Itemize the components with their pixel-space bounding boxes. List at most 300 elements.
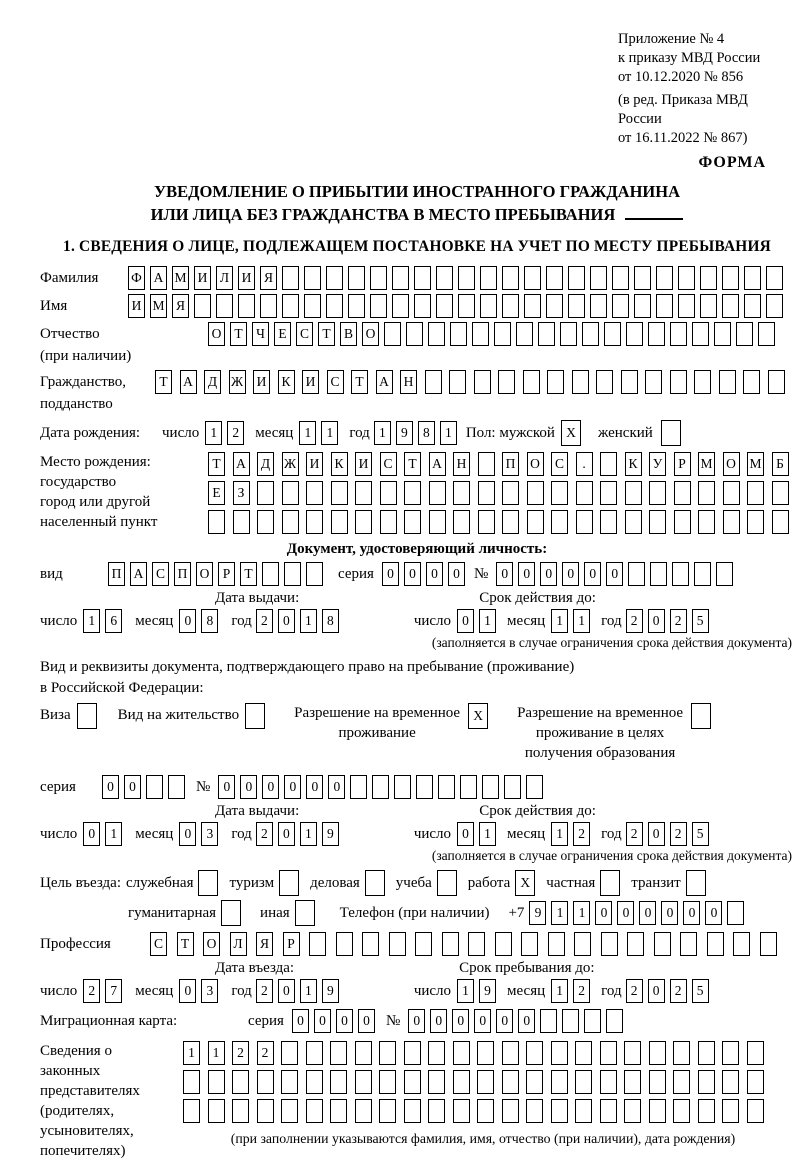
char-cell xyxy=(453,1041,470,1065)
char-cell xyxy=(661,420,681,446)
identity-valid-day xyxy=(457,609,501,633)
char-cell xyxy=(216,294,233,318)
char-cell: О xyxy=(723,452,740,476)
char-cell xyxy=(429,510,446,534)
given-name-row xyxy=(40,294,794,318)
issue-date-heading: Дата выдачи: xyxy=(215,590,300,606)
char-cell xyxy=(414,266,431,290)
birth-date-row xyxy=(40,420,794,446)
edu-permit-label xyxy=(517,703,683,763)
char-cell: 2 xyxy=(670,979,687,1003)
char-cell xyxy=(628,562,645,586)
char-cell: О xyxy=(196,562,213,586)
char-cell xyxy=(582,322,599,346)
char-cell: 2 xyxy=(232,1041,249,1065)
appendix-line-2: к приказу МВД России xyxy=(618,50,761,66)
char-cell xyxy=(714,322,731,346)
char-cell xyxy=(551,481,568,505)
char-cell xyxy=(453,1099,470,1123)
char-cell: Н xyxy=(453,452,470,476)
char-cell: З xyxy=(233,481,250,505)
char-cell xyxy=(576,481,593,505)
char-cell: О xyxy=(208,322,225,346)
char-cell xyxy=(698,1070,715,1094)
char-cell xyxy=(330,1070,347,1094)
char-cell: 0 xyxy=(648,822,665,846)
char-cell: 0 xyxy=(448,562,465,586)
male-checkbox xyxy=(561,420,586,446)
char-cell: 1 xyxy=(300,979,317,1003)
temp-permit-label-line2: проживание xyxy=(338,725,416,741)
char-cell: Ф xyxy=(128,266,145,290)
temp-permit-checkbox xyxy=(468,703,493,729)
char-cell xyxy=(590,294,607,318)
char-cell: 9 xyxy=(322,979,339,1003)
char-cell: 0 xyxy=(648,979,665,1003)
char-cell: 0 xyxy=(124,775,141,799)
char-cell xyxy=(502,1099,519,1123)
phone-label: Телефон (при наличии) xyxy=(339,904,490,921)
identity-valid-month xyxy=(551,609,595,633)
patronymic-label-line1: Отчество xyxy=(40,326,100,342)
char-cell: 2 xyxy=(256,822,273,846)
char-cell: Ч xyxy=(252,322,269,346)
char-cell xyxy=(282,481,299,505)
char-cell xyxy=(744,266,761,290)
char-cell: 9 xyxy=(529,901,546,925)
representatives-label xyxy=(40,1041,183,1161)
representatives-label-line3: представителях xyxy=(40,1083,140,1099)
char-cell xyxy=(650,562,667,586)
char-cell: 1 xyxy=(457,979,474,1003)
representatives-label-line5: усыновителях, xyxy=(40,1123,134,1139)
birth-date-label: Дата рождения: xyxy=(40,425,141,441)
char-cell xyxy=(600,510,617,534)
char-cell: И xyxy=(128,294,145,318)
purpose-official-checkbox xyxy=(198,870,223,896)
char-cell: 1 xyxy=(299,421,316,445)
char-cell xyxy=(673,1070,690,1094)
char-cell xyxy=(733,932,750,956)
char-cell xyxy=(389,932,406,956)
char-cell xyxy=(379,1099,396,1123)
entry-date-headings xyxy=(40,960,794,977)
char-cell: И xyxy=(194,266,211,290)
char-cell xyxy=(183,1070,200,1094)
temp-permit-label-line1: Разрешение на временное xyxy=(294,705,461,721)
char-cell: 0 xyxy=(540,562,557,586)
temp-permit-option xyxy=(294,703,493,743)
char-cell xyxy=(758,322,775,346)
char-cell xyxy=(404,1099,421,1123)
char-cell xyxy=(306,510,323,534)
char-cell: Е xyxy=(274,322,291,346)
char-cell: И xyxy=(253,370,270,394)
female-checkbox xyxy=(661,420,686,446)
char-cell: 0 xyxy=(584,562,601,586)
purpose-option-label: гуманитарная xyxy=(128,904,217,921)
char-cell xyxy=(743,370,760,394)
char-cell xyxy=(540,1009,557,1033)
char-cell: 1 xyxy=(83,609,100,633)
char-cell xyxy=(723,481,740,505)
birth-day-boxes xyxy=(205,421,249,445)
purpose-other-checkbox xyxy=(295,900,320,926)
char-cell xyxy=(428,1099,445,1123)
form-label: ФОРМА xyxy=(698,154,766,171)
citizenship-label xyxy=(40,370,155,414)
char-cell xyxy=(627,932,644,956)
char-cell xyxy=(326,266,343,290)
char-cell xyxy=(568,266,585,290)
char-cell: Т xyxy=(177,932,194,956)
identity-valid-year xyxy=(626,609,714,633)
representatives-row xyxy=(40,1041,794,1161)
char-cell xyxy=(548,932,565,956)
purpose-private-checkbox xyxy=(600,870,625,896)
stay-until-month xyxy=(551,979,595,1003)
char-cell: 0 xyxy=(639,901,656,925)
char-cell xyxy=(596,370,613,394)
char-cell: К xyxy=(625,452,642,476)
edu-permit-checkbox xyxy=(691,703,716,729)
char-cell xyxy=(516,322,533,346)
char-cell xyxy=(722,294,739,318)
patronymic-boxes xyxy=(208,322,780,346)
char-cell: 0 xyxy=(306,775,323,799)
char-cell xyxy=(502,294,519,318)
identity-doc-row xyxy=(40,562,794,586)
char-cell: Л xyxy=(230,932,247,956)
char-cell: 0 xyxy=(278,979,295,1003)
char-cell: 2 xyxy=(626,822,643,846)
char-cell xyxy=(495,932,512,956)
char-cell: А xyxy=(376,370,393,394)
char-cell: 0 xyxy=(278,609,295,633)
char-cell xyxy=(355,1099,372,1123)
char-cell xyxy=(404,510,421,534)
char-cell xyxy=(747,1041,764,1065)
title-blank-line xyxy=(625,204,683,220)
char-cell xyxy=(380,510,397,534)
birth-place-label-line2: государство xyxy=(40,474,117,490)
temp-permit-label xyxy=(294,703,460,743)
migration-series-boxes xyxy=(292,1009,380,1033)
char-cell xyxy=(674,481,691,505)
residence-number-label: № xyxy=(196,779,211,795)
char-cell: 0 xyxy=(83,822,100,846)
char-cell: П xyxy=(108,562,125,586)
char-cell xyxy=(480,266,497,290)
representatives-label-line4: (родителях, xyxy=(40,1103,115,1119)
char-cell xyxy=(450,322,467,346)
char-cell xyxy=(527,481,544,505)
char-cell xyxy=(502,510,519,534)
char-cell xyxy=(551,1070,568,1094)
char-cell: Л xyxy=(216,266,233,290)
purpose-tourism-checkbox xyxy=(279,870,304,896)
char-cell xyxy=(600,1041,617,1065)
residence-permit-checkbox xyxy=(245,703,270,729)
char-cell xyxy=(436,266,453,290)
char-cell: С xyxy=(551,452,568,476)
char-cell xyxy=(379,1070,396,1094)
char-cell xyxy=(772,481,789,505)
char-cell: 0 xyxy=(606,562,623,586)
char-cell: 0 xyxy=(683,901,700,925)
char-cell: 3 xyxy=(201,822,218,846)
char-cell xyxy=(295,900,315,926)
char-cell: К xyxy=(331,452,348,476)
char-cell xyxy=(562,1009,579,1033)
char-cell xyxy=(414,294,431,318)
char-cell: О xyxy=(203,932,220,956)
residence-series-boxes xyxy=(102,775,190,799)
identity-issue-month xyxy=(179,609,223,633)
char-cell xyxy=(453,1070,470,1094)
purpose-work-checkbox xyxy=(515,870,540,896)
citizenship-label-line2: подданство xyxy=(40,396,113,412)
char-cell: 0 xyxy=(314,1009,331,1033)
char-cell: Т xyxy=(318,322,335,346)
char-cell xyxy=(453,481,470,505)
char-cell xyxy=(208,510,225,534)
representatives-boxes xyxy=(183,1041,783,1147)
char-cell: 2 xyxy=(257,1041,274,1065)
char-cell: Е xyxy=(208,481,225,505)
citizenship-row xyxy=(40,370,794,414)
purpose-option-label: деловая xyxy=(310,874,360,891)
char-cell xyxy=(478,452,495,476)
char-cell: Ж xyxy=(282,452,299,476)
patronymic-label-line2: (при наличии) xyxy=(40,348,132,364)
entry-date-heading: Дата въезда: xyxy=(215,960,295,976)
char-cell xyxy=(747,510,764,534)
char-cell xyxy=(634,266,651,290)
year-label: год xyxy=(601,826,622,842)
residence-issue-day xyxy=(83,822,127,846)
char-cell xyxy=(415,932,432,956)
char-cell xyxy=(546,266,563,290)
char-cell xyxy=(698,1099,715,1123)
char-cell xyxy=(575,1041,592,1065)
char-cell: 1 xyxy=(300,822,317,846)
char-cell xyxy=(183,1099,200,1123)
year-label: год xyxy=(231,983,252,999)
char-cell xyxy=(624,1041,641,1065)
char-cell: С xyxy=(380,452,397,476)
char-cell xyxy=(232,1070,249,1094)
char-cell xyxy=(502,1041,519,1065)
char-cell xyxy=(370,294,387,318)
birth-month-boxes xyxy=(299,421,343,445)
char-cell: Т xyxy=(240,562,257,586)
residence-intro-2: в Российской Федерации: xyxy=(40,680,204,696)
char-cell xyxy=(478,481,495,505)
char-cell: 1 xyxy=(183,1041,200,1065)
char-cell xyxy=(404,481,421,505)
char-cell: 5 xyxy=(692,609,709,633)
surname-label: Фамилия xyxy=(40,270,99,286)
char-cell xyxy=(77,703,97,729)
char-cell xyxy=(590,266,607,290)
char-cell xyxy=(379,1041,396,1065)
char-cell xyxy=(694,562,711,586)
char-cell xyxy=(526,775,543,799)
residence-valid-month xyxy=(551,822,595,846)
doc-series-label: серия xyxy=(338,566,374,582)
char-cell xyxy=(425,370,442,394)
char-cell xyxy=(527,510,544,534)
char-cell xyxy=(348,294,365,318)
surname-row xyxy=(40,266,794,290)
char-cell: 0 xyxy=(328,775,345,799)
given-name-label: Имя xyxy=(40,298,68,314)
char-cell: 7 xyxy=(105,979,122,1003)
char-cell xyxy=(238,294,255,318)
char-cell xyxy=(600,870,620,896)
year-label: год xyxy=(601,613,622,629)
purpose-option-label: частная xyxy=(546,874,596,891)
char-cell xyxy=(649,481,666,505)
profession-row xyxy=(40,932,794,956)
residence-intro-1: Вид и реквизиты документа, подтверждающего право на пребывание (проживание) xyxy=(40,659,575,675)
char-cell xyxy=(538,322,555,346)
char-cell: 0 xyxy=(179,979,196,1003)
char-cell xyxy=(416,775,433,799)
char-cell: Т xyxy=(404,452,421,476)
char-cell xyxy=(649,510,666,534)
char-cell xyxy=(722,266,739,290)
given-name-boxes xyxy=(128,294,788,318)
char-cell xyxy=(355,481,372,505)
residence-permit-option xyxy=(118,703,270,729)
char-cell: О xyxy=(362,322,379,346)
char-cell: А xyxy=(150,266,167,290)
issue-date-heading: Дата выдачи: xyxy=(215,803,300,819)
char-cell: X xyxy=(468,703,488,729)
char-cell xyxy=(722,1041,739,1065)
char-cell xyxy=(257,510,274,534)
phone-boxes xyxy=(529,901,749,925)
char-cell xyxy=(453,510,470,534)
char-cell xyxy=(719,370,736,394)
char-cell xyxy=(526,1070,543,1094)
char-cell xyxy=(437,870,457,896)
char-cell xyxy=(355,1070,372,1094)
char-cell: М xyxy=(747,452,764,476)
valid-until-heading: Срок действия до: xyxy=(479,590,596,606)
char-cell: 0 xyxy=(648,609,665,633)
char-cell xyxy=(436,294,453,318)
char-cell xyxy=(306,1041,323,1065)
year-label: год xyxy=(601,983,622,999)
char-cell xyxy=(766,266,783,290)
migration-card-row xyxy=(40,1009,794,1033)
month-label: месяц xyxy=(507,826,546,842)
char-cell xyxy=(768,370,785,394)
char-cell xyxy=(600,1099,617,1123)
char-cell: 2 xyxy=(670,822,687,846)
char-cell xyxy=(698,1041,715,1065)
char-cell xyxy=(474,370,491,394)
char-cell: 1 xyxy=(205,421,222,445)
char-cell: . xyxy=(576,452,593,476)
purpose-row-2 xyxy=(40,900,794,926)
char-cell: Т xyxy=(351,370,368,394)
year-label: год xyxy=(349,425,370,441)
appendix-line-1: Приложение № 4 xyxy=(618,31,725,47)
char-cell xyxy=(331,510,348,534)
residence-date-headings xyxy=(40,803,794,820)
day-label: число xyxy=(40,613,78,629)
char-cell xyxy=(198,870,218,896)
representatives-label-line6: попечителях) xyxy=(40,1143,126,1159)
char-cell xyxy=(575,1099,592,1123)
doc-series-boxes xyxy=(382,562,470,586)
char-cell xyxy=(245,703,265,729)
citizenship-label-line1: Гражданство, xyxy=(40,374,127,390)
char-cell: Д xyxy=(257,452,274,476)
char-cell xyxy=(502,266,519,290)
char-cell xyxy=(404,1041,421,1065)
char-cell xyxy=(625,510,642,534)
birth-place-row3-boxes xyxy=(208,510,796,534)
purpose-row xyxy=(40,870,794,896)
char-cell xyxy=(700,294,717,318)
char-cell xyxy=(707,932,724,956)
representatives-caption: (при заполнении указываются фамилия, имя, отчество (при наличии), дата рождения) xyxy=(230,1131,736,1146)
char-cell: 0 xyxy=(562,562,579,586)
char-cell xyxy=(477,1041,494,1065)
char-cell xyxy=(716,562,733,586)
char-cell xyxy=(551,1099,568,1123)
char-cell: А xyxy=(429,452,446,476)
char-cell xyxy=(656,294,673,318)
char-cell: 0 xyxy=(278,822,295,846)
char-cell xyxy=(601,932,618,956)
char-cell: 1 xyxy=(300,609,317,633)
char-cell xyxy=(372,775,389,799)
char-cell: 0 xyxy=(240,775,257,799)
char-cell xyxy=(221,900,241,926)
migration-number-label: № xyxy=(385,1013,401,1029)
residence-issue-year xyxy=(256,822,344,846)
patronymic-row xyxy=(40,322,794,366)
char-cell: 6 xyxy=(105,609,122,633)
birth-place-row xyxy=(40,452,794,539)
char-cell xyxy=(722,1099,739,1123)
char-cell: 0 xyxy=(474,1009,491,1033)
char-cell: 1 xyxy=(440,421,457,445)
char-cell xyxy=(350,775,367,799)
day-label: число xyxy=(40,983,78,999)
month-label: месяц xyxy=(135,983,174,999)
char-cell xyxy=(674,510,691,534)
char-cell: 1 xyxy=(208,1041,225,1065)
residence-dates-row xyxy=(40,822,794,846)
char-cell xyxy=(654,932,671,956)
char-cell: И xyxy=(238,266,255,290)
char-cell: 0 xyxy=(358,1009,375,1033)
char-cell xyxy=(572,370,589,394)
char-cell xyxy=(551,1041,568,1065)
char-cell: 0 xyxy=(457,609,474,633)
birth-place-row1-boxes xyxy=(208,452,796,476)
purpose-transit-checkbox xyxy=(686,870,711,896)
char-cell xyxy=(498,370,515,394)
char-cell xyxy=(678,294,695,318)
